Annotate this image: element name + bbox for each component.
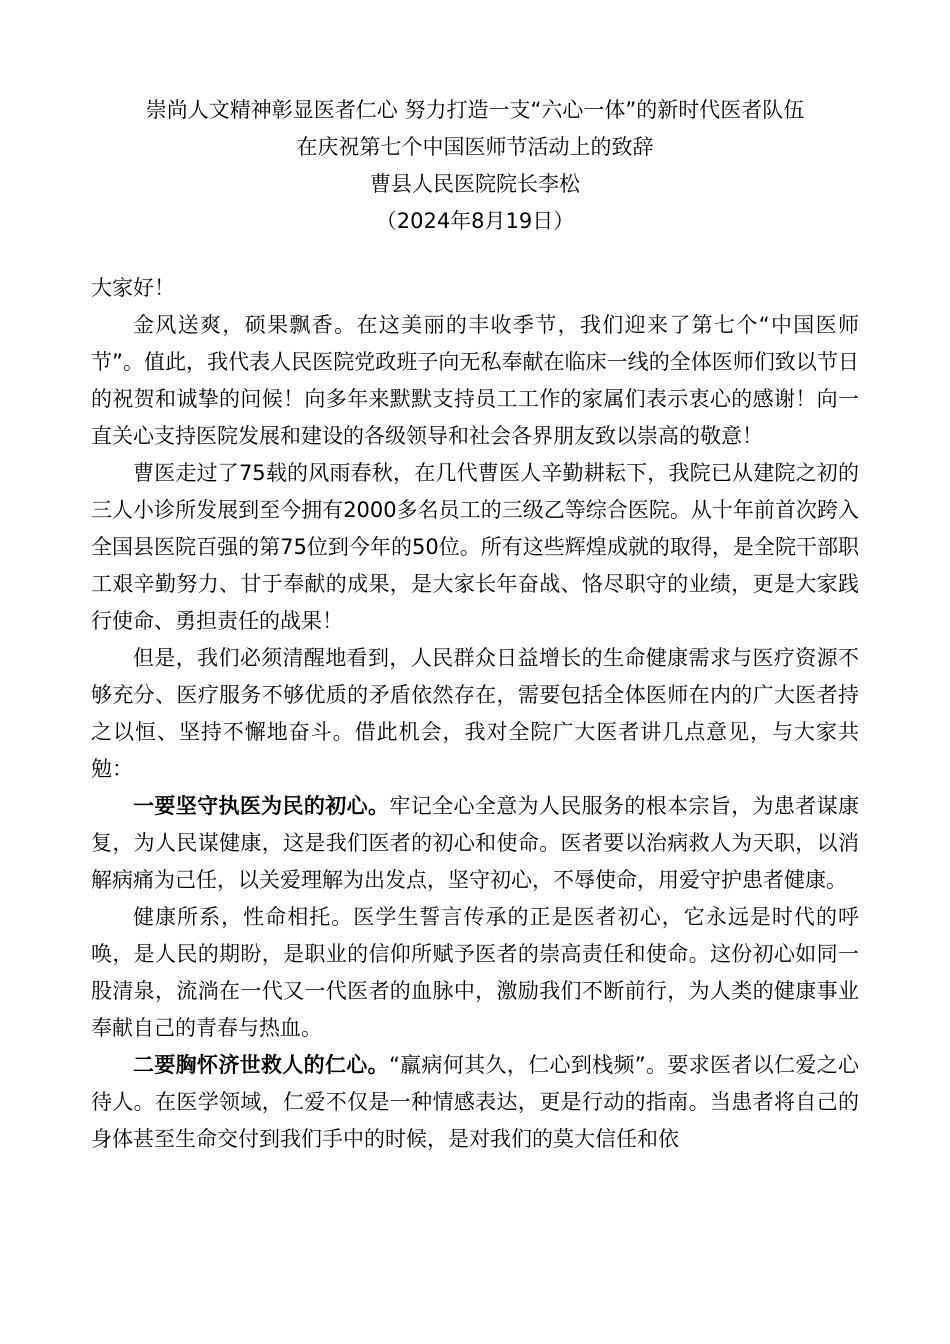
date-line: （2024年8月19日） (375, 209, 575, 233)
paragraph-5: 健康所系，性命相托。医学生誓言传承的正是医者初心，它永远是时代的呼唤，是人民的期盼，是职业的信仰所赋予医者的崇高责任和使命。这份初心如同一股清泉，流淌在一代又一代医者的血脉中，激励我们不断前行，为人类的健康事业奉献自己的青春与热血。 (91, 905, 859, 1040)
speech-body (91, 270, 859, 1158)
document-subtitle: 在庆祝第七个中国医师节活动上的致辞 (296, 135, 654, 159)
greeting: 大家好！ (91, 276, 175, 300)
document-title: 崇尚人文精神彰显医者仁心 努力打造一支“六心一体”的新时代医者队伍 (145, 98, 805, 122)
document-page (91, 92, 859, 1158)
paragraph-2: 曹医走过了75载的风雨春秋，在几代曹医人辛勤耕耘下，我院已从建院之初的三人小诊所发展到至今拥有2000多名员工的三级乙等综合医院。从十年前首次跨入全国县医院百强的第75位到今年的50位。所有这些辉煌成就的取得，是全院干部职工艰辛勤努力、甘于奉献的成果，是大家长年奋战、恪尽职守的业绩，更是大家践行使命、勇担责任的战果！ (91, 461, 859, 633)
paragraph-1: 金风送爽，硕果飘香。在这美丽的丰收季节，我们迎来了第七个“中国医师节”。值此，我代表人民医院党政班子向无私奉献在临床一线的全体医师们致以节日的祝贺和诚挚的问候！向多年来默默支持员工工作的家属们表示衷心的感谢！向一直关心支持医院发展和建设的各级领导和社会各界朋友致以崇高的敬意！ (91, 313, 859, 448)
paragraph-6-text: “羸病何其久，仁心到栈频”。要求医者以仁爱之心待人。在医学领域，仁爱不仅是一种情感表达，更是行动的指南。当患者将自己的身体甚至生命交付到我们手中的时候，是对我们的莫大信任和依 (91, 1053, 859, 1151)
paragraph-4-text: 牢记全心全意为人民服务的根本宗旨，为患者谋康复，为人民谋健康，这是我们医者的初心和使命。医者要以治病救人为天职，以消解病痛为己任，以关爱理解为出发点，坚守初心，不辱使命，用爱守护患者健康。 (91, 794, 860, 892)
paragraph-6 (91, 1047, 859, 1158)
paragraph-4 (91, 788, 859, 899)
speaker-line: 曹县人民医院院长李松 (370, 172, 580, 196)
paragraph-6-heading: 二要胸怀济世救人的仁心。 (133, 1053, 389, 1077)
paragraph-3: 但是，我们必须清醒地看到，人民群众日益增长的生命健康需求与医疗资源不够充分、医疗服务不够优质的矛盾依然存在，需要包括全体医师在内的广大医者持之以恒、坚持不懈地奋斗。借此机会，我对全院广大医者讲几点意见，与大家共勉： (91, 646, 859, 781)
paragraph-4-heading: 一要坚守执医为民的初心。 (133, 794, 390, 818)
title-block (91, 92, 859, 240)
